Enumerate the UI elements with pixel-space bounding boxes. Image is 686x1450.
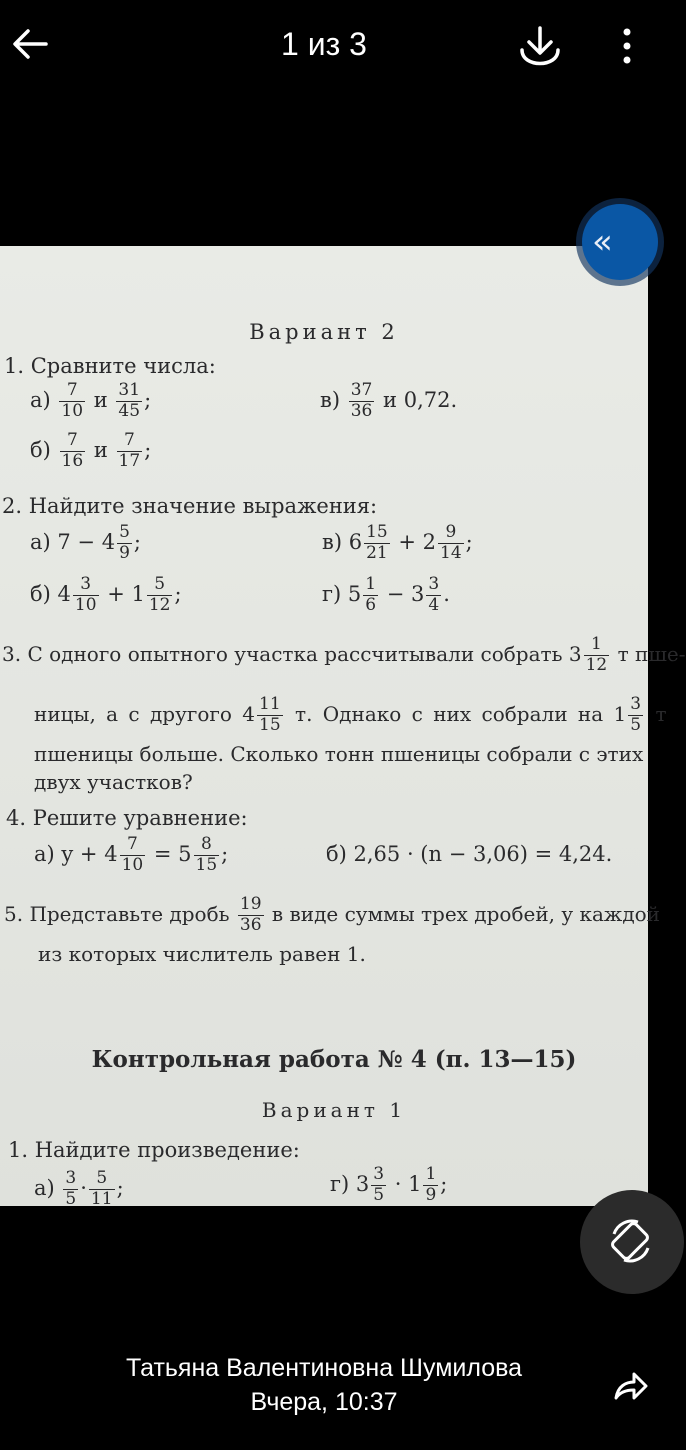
task-5-line-1: 5. Представьте дробь $\frac{19}{36}$ в виде суммы трех дробей, у каждой	[4, 894, 661, 935]
task-2-a: а) 7 − 4 $\frac{5}{9}$ ;	[30, 522, 141, 563]
top-bar	[0, 0, 648, 100]
task-1-b: б) $\frac{7}{16}$ и $\frac{7}{17}$ ;	[30, 430, 152, 471]
task-2-title: 2. Найдите значение выражения:	[2, 494, 378, 518]
screen-rotate-icon	[610, 1218, 652, 1264]
collapse-panel-button[interactable]	[582, 204, 658, 280]
more-menu-button[interactable]	[610, 22, 646, 70]
page-counter: 1 из 3	[281, 26, 367, 62]
task-4-a: а) y + 4 $\frac{7}{10}$ = 5 $\frac{8}{15}$ ;	[34, 834, 229, 875]
download-button[interactable]	[516, 22, 564, 70]
author-name: Татьяна Валентиновна Шумилова	[125, 1354, 523, 1382]
share-icon	[612, 1368, 648, 1408]
download-icon	[516, 22, 564, 70]
task-1-a: а) $\frac{7}{10}$ и $\frac{31}{45}$ ;	[30, 380, 152, 421]
task-3-line-3: пшеницы больше. Сколько тонн пшеницы собрали с этих	[34, 742, 644, 766]
task-2-v: в) 6 $\frac{15}{21}$ + 2 $\frac{9}{14}$ ;	[322, 522, 473, 563]
task-1-title: 1. Сравните числа:	[4, 354, 216, 378]
task-2-b: б) 4 $\frac{3}{10}$ + 1 $\frac{5}{12}$ ;	[30, 574, 182, 615]
rotate-screen-button[interactable]	[580, 1190, 684, 1294]
task-3-line-2: ницы, а с другого 4 $\frac{11}{15}$ т. Однако с них собрали на 1 $\frac{3}{5}$ т	[34, 694, 667, 735]
task-5-line-2: из которых числитель равен 1.	[38, 942, 366, 966]
timestamp: Вчера, 10:37	[250, 1388, 398, 1416]
test-title: Контрольная работа № 4 (п. 13—15)	[91, 1046, 577, 1073]
task-1-v: в) $\frac{37}{36}$ и 0,72.	[320, 380, 458, 421]
task-3-line-1: 3. С одного опытного участка рассчитывали собрать 3 $\frac{1}{12}$ т пше-	[2, 634, 686, 675]
task-2-g: г) 5 $\frac{1}{6}$ − 3 $\frac{3}{4}$ .	[322, 574, 450, 615]
variant-2-heading: Вариант 2	[249, 320, 399, 344]
task-4-b: б) 2,65 · (n − 3,06) = 4,24.	[326, 842, 613, 866]
share-button[interactable]	[612, 1368, 652, 1408]
task-6-title: 1. Найдите произведение:	[8, 1138, 300, 1162]
task-4-title: 4. Решите уравнение:	[6, 806, 248, 830]
task-6-a: а) $\frac{3}{5}$ · $\frac{5}{11}$ ;	[34, 1168, 124, 1209]
variant-1-heading: Вариант 1	[261, 1098, 407, 1122]
task-6-g: г) 3 $\frac{3}{5}$ · 1 $\frac{1}{9}$ ;	[330, 1164, 448, 1205]
document-photo[interactable]	[0, 246, 686, 1209]
double-chevron-left-icon: «	[592, 222, 613, 262]
more-vertical-icon	[610, 22, 646, 70]
task-3-line-4: двух участков?	[34, 770, 193, 794]
